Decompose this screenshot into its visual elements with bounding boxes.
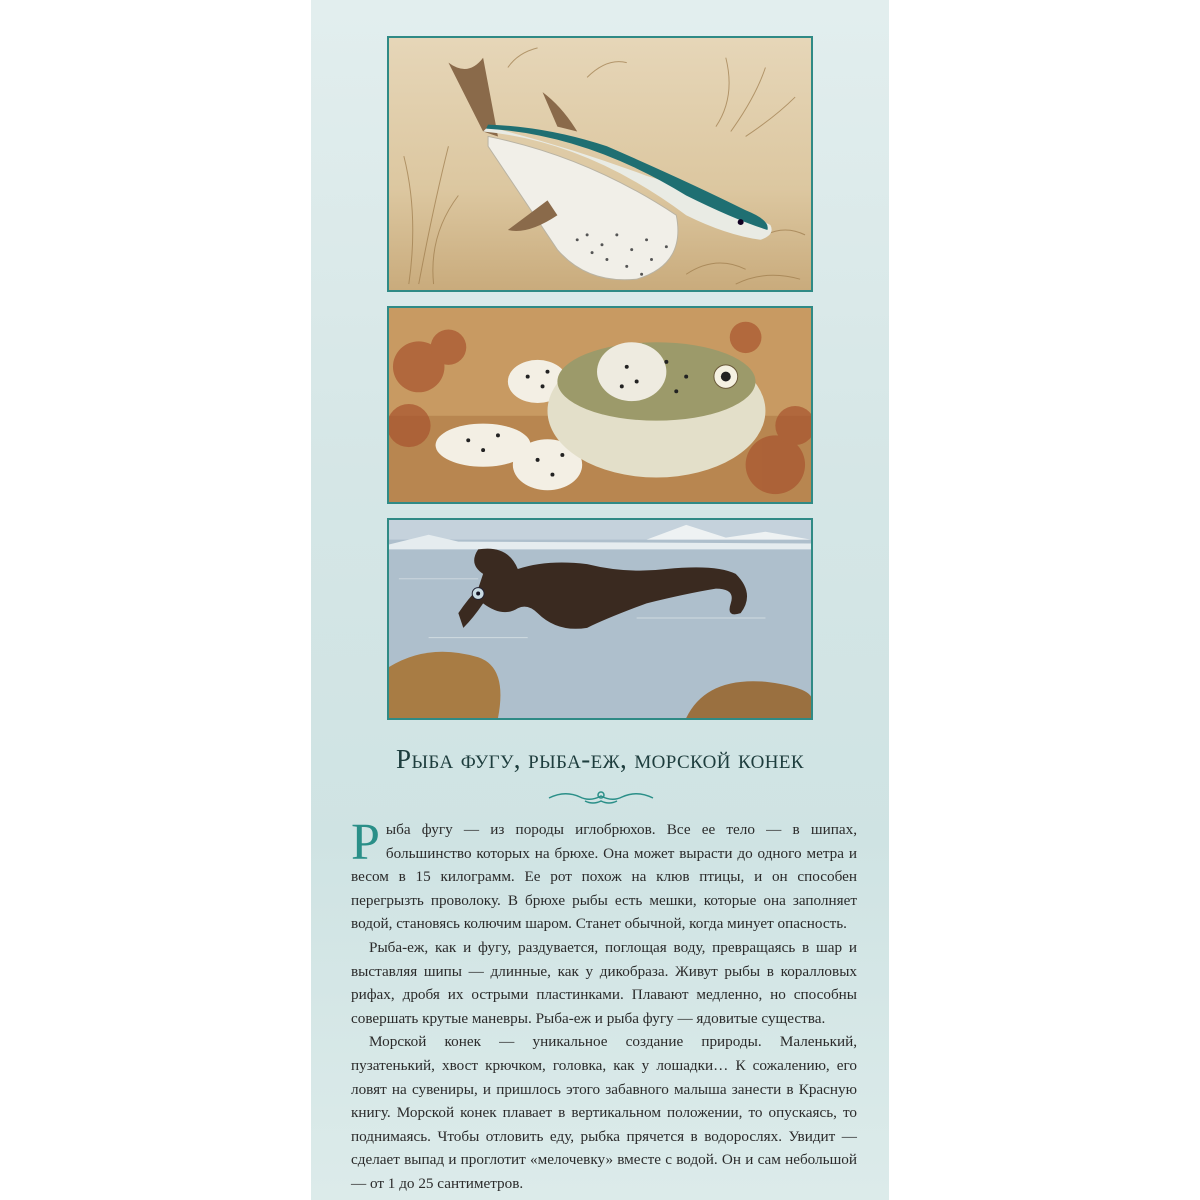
article-body: [351, 814, 857, 1196]
paragraph-1-text: ыба фугу — из породы иглобрюхов. Все ее тело — в шипах, большинство которых на брюхе. Она может вырасти до одного метра и весом в 15 килограмм. Ее рот похож на клюв птицы, и он способен перегрызть проволоку. В брюхе рыбы есть мешки, которые она заполняет водой, становясь колючим шаром. Станет обычной, когда минует опасность.: [351, 821, 857, 933]
paragraph-2: Рыба-еж, как и фугу, раздувается, поглощая воду, превращаясь в шар и выставляя шипы — длинные, как у дикобраза. Живут рыбы в коралловых рифах, дробя их острыми пластинками. Плавают медленно, но способны совершать крутые маневры. Рыба-еж и рыба фугу — ядовитые существа.: [351, 938, 857, 1027]
paragraph-1: [351, 814, 857, 936]
book-page: [311, 0, 889, 1200]
drop-cap: Р: [351, 814, 380, 871]
divider-ornament-icon: [545, 788, 657, 806]
porcupinefish-illustration: [387, 306, 813, 504]
seahorse-illustration: [387, 518, 813, 720]
paragraph-3: Морской конек — уникальное создание природы. Маленький, пузатенький, хвост крючком, головка, как у лошадки… К сожалению, его ловят на сувениры, и пришлось этого забавного малыша занести в Красную книгу. Морской конек плавает в вертикальном положении, то опускаясь, то поднимаясь. Чтобы отловить еду, рыбка прячется в водорослях. Увидит — сделает выпад и проглотит «мелочевку» вместе с водой. Он и сам небольшой — от 1 до 25 сантиметров.: [351, 1033, 857, 1192]
pufferfish-illustration: [387, 36, 813, 292]
page-title: Рыба фугу, рыба-еж, морской конек: [396, 744, 804, 774]
